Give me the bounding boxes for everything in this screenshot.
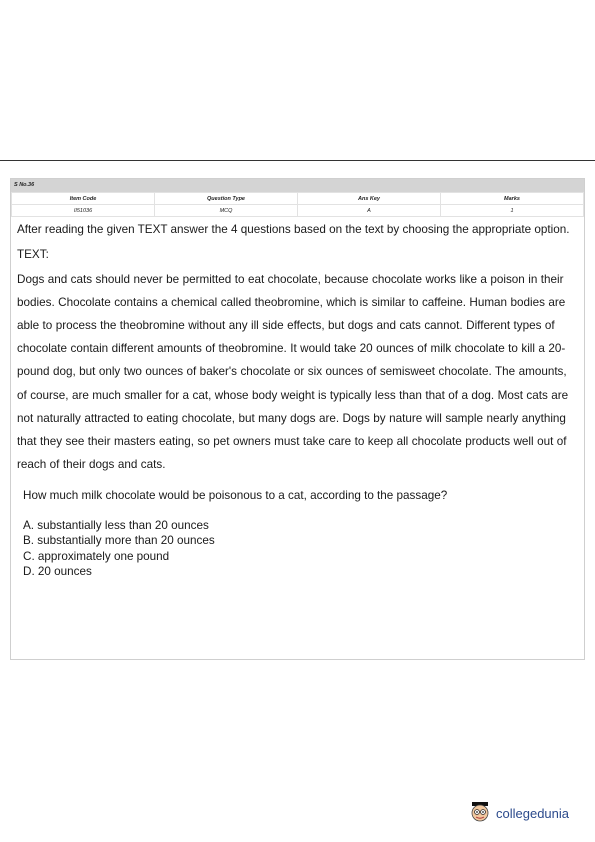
text-label: TEXT: — [17, 247, 49, 261]
passage-text: Dogs and cats should never be permitted to eat chocolate, because chocolate works like a poison in their bodies. Chocolate contains a chemical called theobromine, which is similar to caffeine. Human bodies are able to process the theobromine without any ill side effects, but dogs and cats cannot. Different types of chocolate contain different amounts of theobromine. It would take 20 ounces of milk chocolate to kill a 20-pound dog, but only two ounces of baker's chocolate or six ounces of semisweet chocolate. The amounts, of course, are much smaller for a cat, whose body weight is typically less than that of a dog. Most cats are not naturally attracted to eating chocolate, but many dogs are. Dogs by nature will sample nearly anything that they see their masters eating, so pet owners must take care to keep all chocolate products well out of reach of their dogs and cats. — [17, 272, 569, 472]
serial-number: S No.36 — [11, 179, 584, 192]
option-a[interactable]: A. substantially less than 20 ounces — [23, 518, 209, 532]
option-c[interactable]: C. approximately one pound — [23, 549, 170, 563]
option-b[interactable]: B. substantially more than 20 ounces — [23, 534, 215, 548]
item-code-value: II51036 — [12, 205, 155, 217]
meta-header-row — [12, 193, 584, 205]
question-type-header: Question Type — [155, 193, 298, 205]
marks-header: Marks — [441, 193, 584, 205]
ans-key-value: A — [298, 205, 441, 217]
question-text: How much milk chocolate would be poisonous to a cat, according to the passage? — [23, 489, 448, 503]
ans-key-header: Ans Key — [298, 193, 441, 205]
brand-logo[interactable] — [468, 798, 569, 828]
options-list — [23, 518, 584, 580]
question-meta-table — [11, 192, 584, 217]
marks-value: 1 — [441, 205, 584, 217]
item-code-header: Item Code — [12, 193, 155, 205]
option-d[interactable]: D. 20 ounces — [23, 565, 92, 579]
question-type-value: MCQ — [155, 205, 298, 217]
brand-name: collegedunia — [496, 805, 570, 821]
question-card — [10, 178, 585, 660]
top-divider — [0, 160, 595, 161]
instruction-text: After reading the given TEXT answer the 4 questions based on the text by choosing the appropriate option. — [17, 223, 570, 236]
mascot-icon — [468, 799, 492, 828]
meta-value-row — [12, 205, 584, 217]
